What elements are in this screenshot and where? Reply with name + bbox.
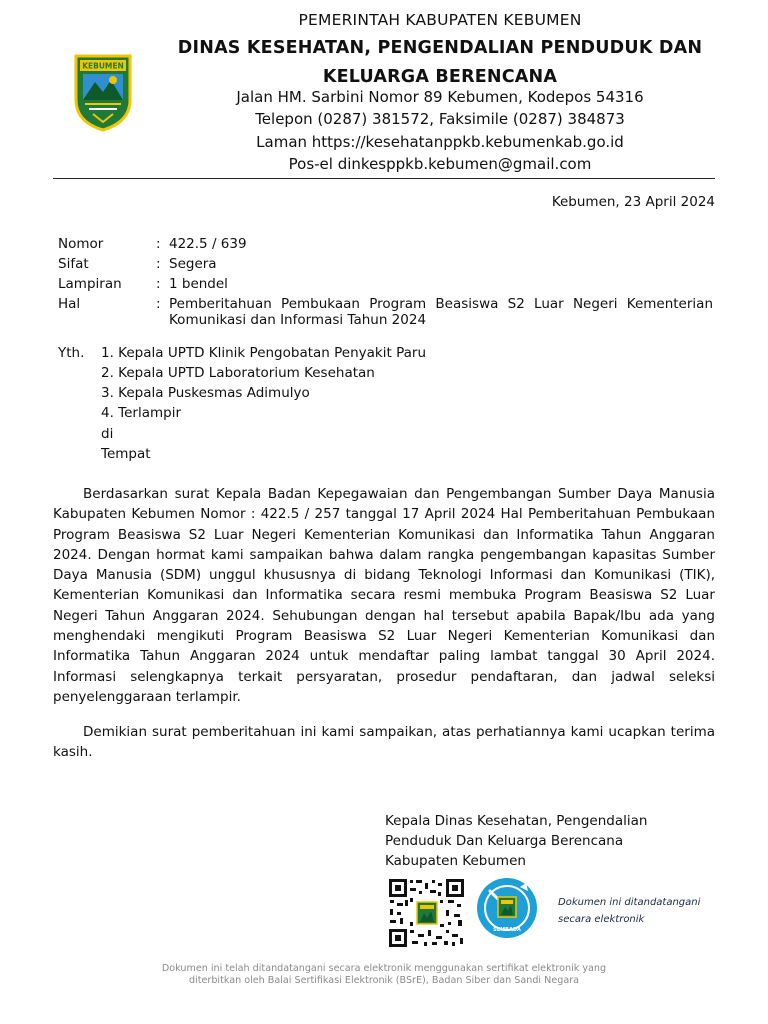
hal-value: Pemberitahuan Pembukaan Program Beasiswa S2 Luar Negeri Kementerian Komunikasi dan Informasi Tahun 2024 <box>169 296 713 328</box>
electronic-signature-seal <box>476 877 538 939</box>
qr-code <box>388 878 465 948</box>
recipient-item: 3. Kepala Puskesmas Adimulyo <box>101 385 310 401</box>
recipient-tempat: Tempat <box>101 446 151 462</box>
lampiran-colon: : <box>156 276 161 292</box>
recipient-di: di <box>101 426 114 442</box>
body-paragraph-2-text: Demikian surat pemberitahuan ini kami sampaikan, atas perhatiannya kami ucapkan terima kasih. <box>53 724 715 761</box>
body-paragraph-2 <box>53 722 715 763</box>
logo-text: KEBUMEN <box>82 61 124 71</box>
footer-notice <box>100 963 668 986</box>
agency-name-line1: DINAS KESEHATAN, PENGENDALIAN PENDUDUK DAN <box>177 38 703 58</box>
signatory-title-line2: Penduduk Dan Keluarga Berencana <box>385 833 624 849</box>
yth-label: Yth. <box>58 345 85 361</box>
nomor-colon: : <box>156 236 161 252</box>
lampiran-label: Lampiran <box>58 276 122 292</box>
signatory-title-line1: Kepala Dinas Kesehatan, Pengendalian <box>385 813 648 829</box>
sifat-label: Sifat <box>58 256 89 272</box>
nomor-label: Nomor <box>58 236 104 252</box>
e-sign-notice-line1: Dokumen ini ditandatangani <box>558 897 701 908</box>
signatory-title-line3: Kabupaten Kebumen <box>385 853 526 869</box>
hal-colon: : <box>156 296 161 312</box>
agency-phone: Telepon (0287) 381572, Faksimile (0287) 384873 <box>255 110 625 128</box>
agency-name <box>160 34 720 92</box>
seal-text: SEMBADA <box>493 927 521 933</box>
body-paragraph-1 <box>53 484 715 707</box>
recipient-item: 4. Terlampir <box>101 405 182 421</box>
agency-website: Laman https://kesehatanppkb.kebumenkab.go.id <box>256 133 624 151</box>
agency-name-line2: KELUARGA BERENCANA <box>322 67 558 87</box>
lampiran-value: 1 bendel <box>169 276 228 292</box>
sifat-value: Segera <box>169 256 217 272</box>
kebumen-regency-logo <box>73 52 133 132</box>
hal-label: Hal <box>58 296 81 312</box>
agency-address: Jalan HM. Sarbini Nomor 89 Kebumen, Kodepos 54316 <box>236 88 644 106</box>
e-sign-notice-line2: secara elektronik <box>558 914 645 925</box>
letterhead-divider <box>53 178 715 179</box>
footer-line1: Dokumen ini telah ditandatangani secara elektronik menggunakan sertifikat elektronik yang <box>161 963 607 974</box>
recipient-item: 2. Kepala UPTD Laboratorium Kesehatan <box>101 365 375 381</box>
letter-date: Kebumen, 23 April 2024 <box>551 194 715 210</box>
recipient-item: 1. Kepala UPTD Klinik Pengobatan Penyakit Paru <box>101 345 426 361</box>
government-name: PEMERINTAH KABUPATEN KEBUMEN <box>298 11 582 29</box>
nomor-value: 422.5 / 639 <box>169 236 247 252</box>
body-paragraph-1-text: Berdasarkan surat Kepala Badan Kepegawaian dan Pengembangan Sumber Daya Manusia Kabupaten Kebumen Nomor : 422.5 / 257 tanggal 17 April 2024 Hal Pemberitahuan Pembukaan Program Beasiswa S2 Luar Negeri Kementerian Komunikasi dan Informatika Tahun Anggaran 2024. Dengan hormat kami sampaikan bahwa dalam rangka pengembangan kapasitas Sumber Daya Manusia (SDM) unggul khususnya di bidang Teknologi Informasi dan Komunikasi (TIK), Kementerian Komunikasi dan Informatika secara resmi membuka Program Beasiswa S2 Luar Negeri Tahun Anggaran 2024. Sehubungan dengan hal tersebut apabila Bapak/Ibu ada yang menghendaki mengikuti Program Beasiswa S2 Luar Negeri Kementerian Komunikasi dan Informatika Tahun Anggaran 2024 untuk mendaftar paling lambat tanggal 30 April 2024. Informasi selengkapnya terkait persyaratan, prosedur pendaftaran, dan jadwal seleksi penyelenggaraan terlampir. <box>53 486 715 705</box>
agency-email: Pos-el dinkesppkb.kebumen@gmail.com <box>288 155 592 173</box>
footer-line2: diterbitkan oleh Balai Sertifikasi Elektronik (BSrE), Badan Siber dan Sandi Negara <box>188 974 580 986</box>
sifat-colon: : <box>156 256 161 272</box>
